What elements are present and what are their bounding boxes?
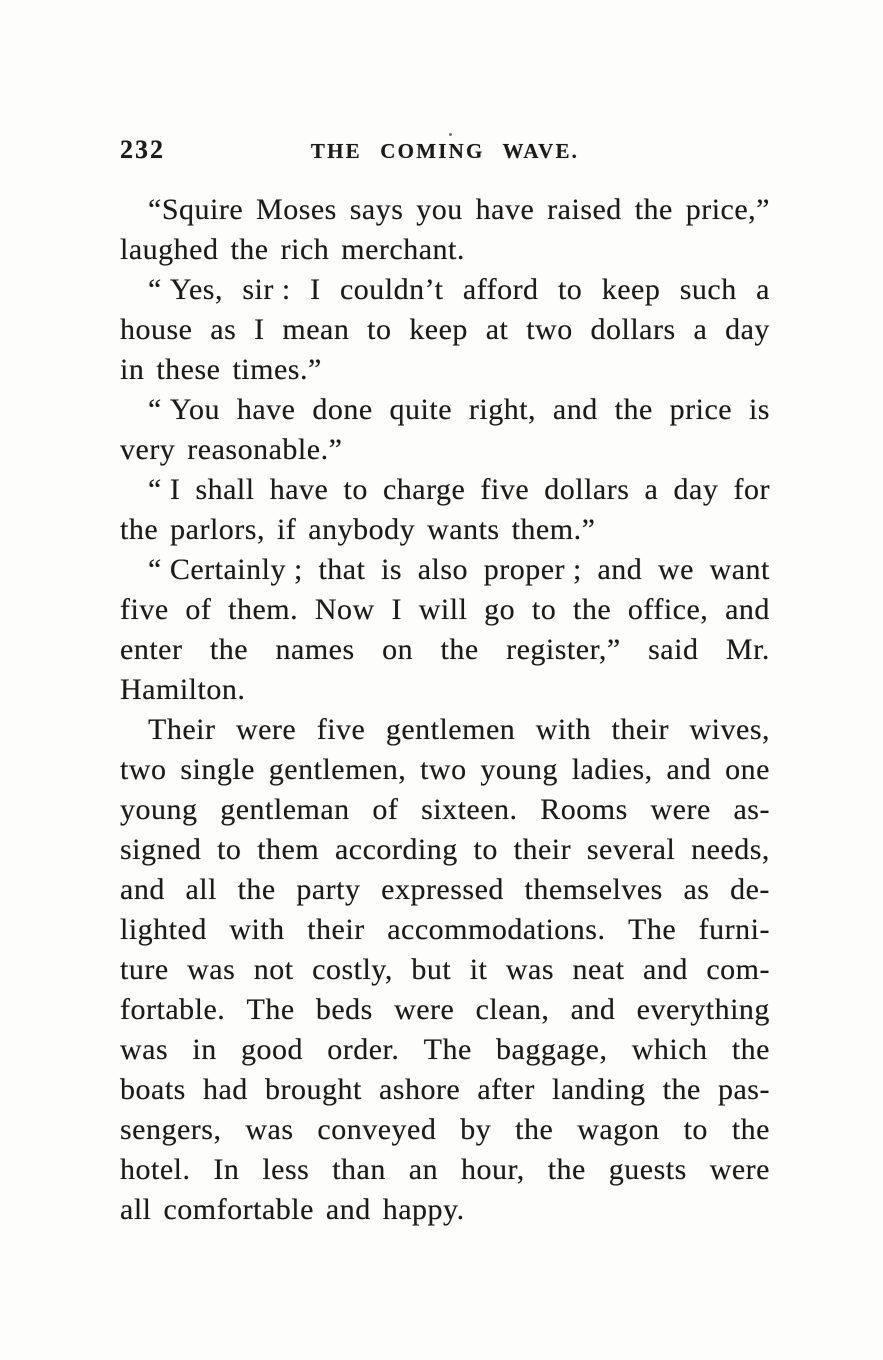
page-number: 232 [120,135,165,164]
running-title: THE COMING WAVE. [310,139,580,163]
text-line: boats had brought ashore after landing the pas- [120,1073,770,1106]
text-line: lighted with their accommodations. The furni- [120,913,770,946]
text-line: laughed the rich merchant. [120,233,465,266]
paragraph [120,390,770,470]
text-line: five of them. Now I will go to the office, and [120,593,770,626]
paragraph [120,270,770,390]
text-block [120,190,770,1230]
text-line: the parlors, if anybody wants them.” [120,513,596,546]
text-line: in these times.” [120,353,322,386]
text-line: “Squire Moses says you have raised the price,” [148,193,770,226]
text-line: signed to them according to their several needs, [120,833,770,866]
text-line: sengers, was conveyed by the wagon to the [120,1113,770,1146]
text-line: ture was not costly, but it was neat and com- [120,953,770,986]
text-line: “ Yes, sir : I couldn’t afford to keep such a [148,273,770,306]
text-line: and all the party expressed themselves as de- [120,873,770,906]
text-line: “ You have done quite right, and the price is [148,393,770,426]
text-line: Their were five gentlemen with their wives, [148,713,770,746]
text-line: was in good order. The baggage, which the [120,1033,770,1066]
text-line: “ Certainly ; that is also proper ; and we want [148,553,770,586]
text-line: all comfortable and happy. [120,1193,465,1226]
text-line: “ I shall have to charge five dollars a day for [148,473,770,506]
text-line: young gentleman of sixteen. Rooms were as- [120,793,770,826]
paragraph [120,190,770,270]
text-line: Hamilton. [120,673,246,706]
text-line: enter the names on the register,” said Mr. [120,633,770,666]
scan-speck [449,133,452,136]
text-line: two single gentlemen, two young ladies, and one [120,753,770,786]
paragraph [120,470,770,550]
text-line: hotel. In less than an hour, the guests were [120,1153,770,1186]
paragraph [120,550,770,710]
text-line: fortable. The beds were clean, and everything [120,993,770,1026]
text-line: very reasonable.” [120,433,343,466]
text-line: house as I mean to keep at two dollars a day [120,313,770,346]
paragraph [120,710,770,1230]
